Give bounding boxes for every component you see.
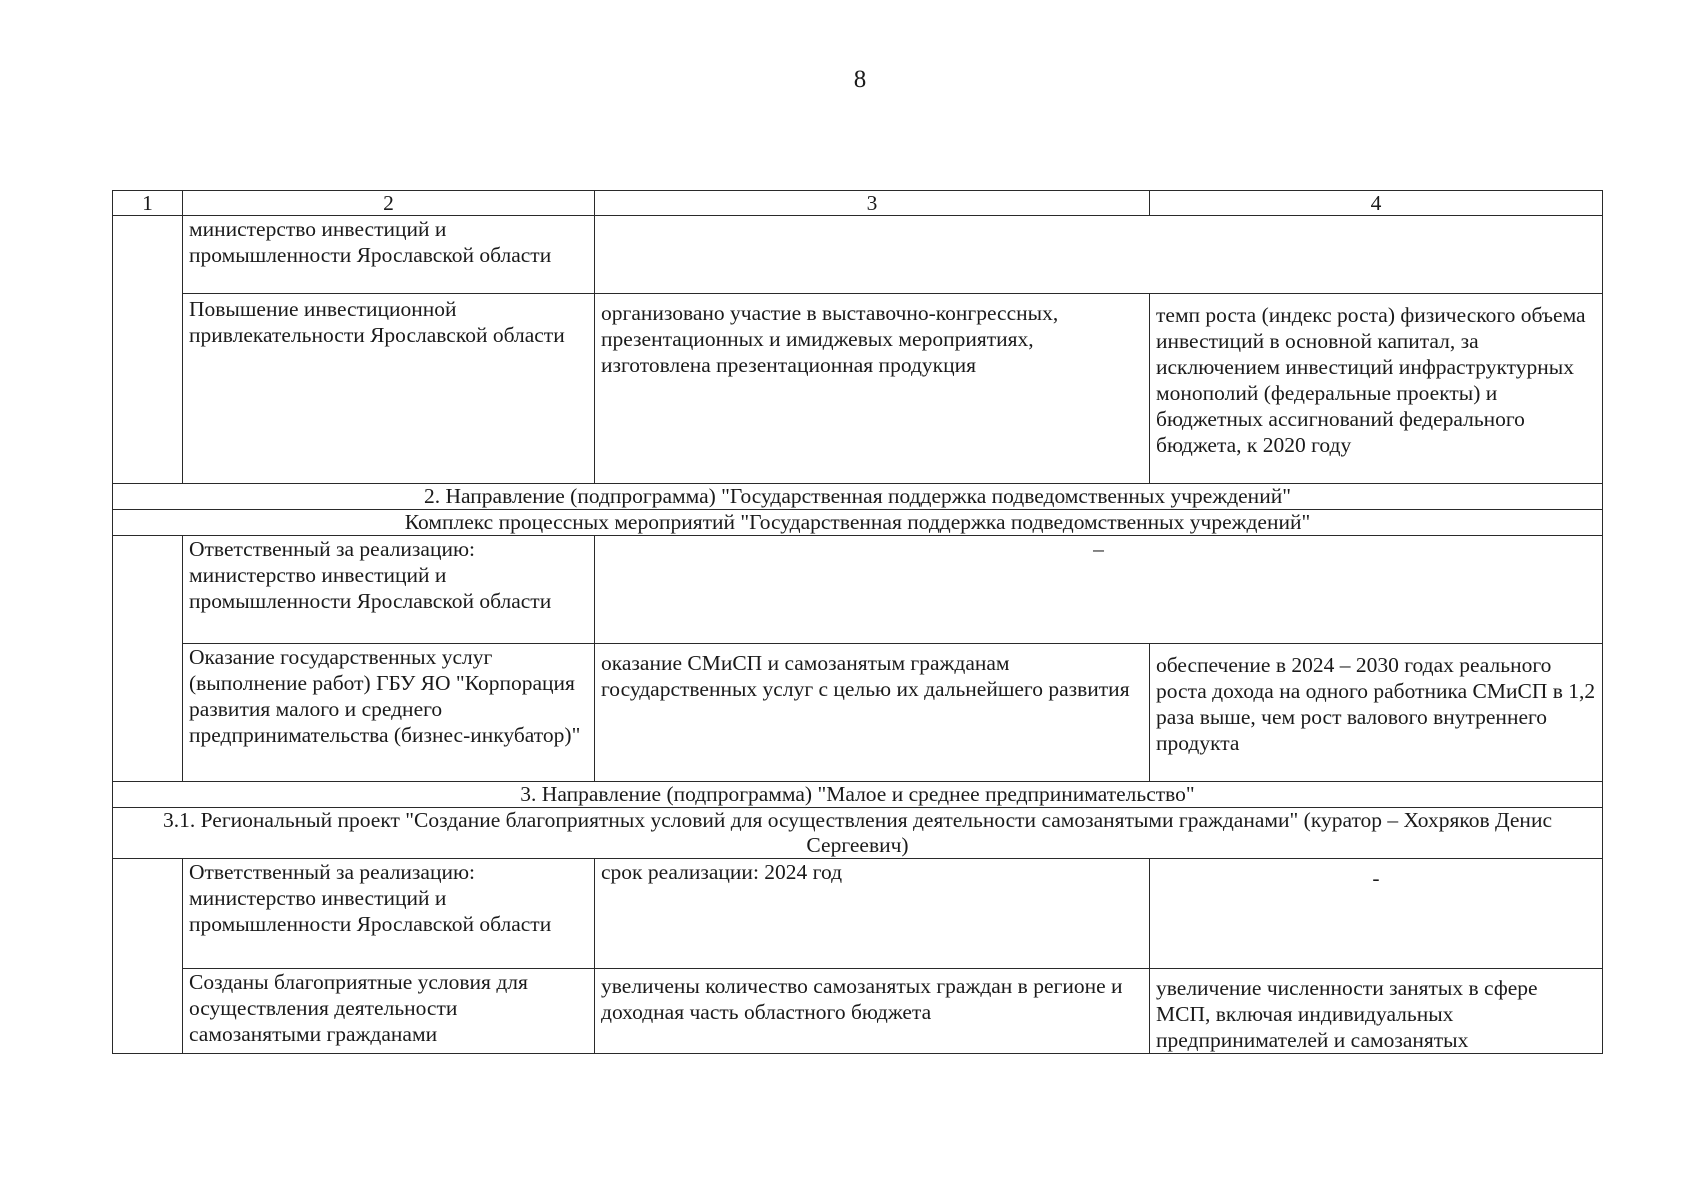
program-table — [112, 190, 1603, 1054]
term-cell: срок реализации: 2024 год — [595, 859, 1150, 969]
section-row — [113, 510, 1603, 536]
empty-cell — [595, 216, 1603, 294]
section-row — [113, 484, 1603, 510]
task-indicator-cell: обеспечение в 2024 – 2030 годах реального роста дохода на одного работника СМиСП в 1,2 раза выше, чем рост валового внутреннего продукта — [1150, 644, 1603, 782]
responsible-cell: министерство инвестиций и промышленности Ярославской области — [183, 216, 595, 294]
table-row — [113, 969, 1603, 1054]
table-row — [113, 216, 1603, 294]
row-number-cell — [113, 859, 183, 1054]
row-number-cell — [113, 536, 183, 782]
responsible-cell: Ответственный за реализацию: министерство инвестиций и промышленности Ярославской области — [183, 859, 595, 969]
task-description-cell: оказание СМиСП и самозанятым гражданам государственных услуг с целью их дальнейшего развития — [595, 644, 1150, 782]
header-row — [113, 191, 1603, 216]
table-row — [113, 644, 1603, 782]
page-number: 8 — [853, 66, 867, 93]
header-col-1: 1 — [113, 191, 183, 216]
complex-title: Комплекс процессных мероприятий "Государственная поддержка подведомственных учреждений" — [113, 510, 1603, 536]
task-indicator-cell: увеличение численности занятых в сфере МСП, включая индивидуальных предпринимателей и самозанятых — [1150, 969, 1603, 1054]
header-col-2: 2 — [183, 191, 595, 216]
table-row — [113, 859, 1603, 969]
result-description-cell: организовано участие в выставочно-конгрессных, презентационных и имиджевых мероприятиях, изготовлена презентационная продукция — [595, 294, 1150, 484]
result-name-cell: Повышение инвестиционной привлекательности Ярославской области — [183, 294, 595, 484]
responsible-cell: Ответственный за реализацию: министерство инвестиций и промышленности Ярославской области — [183, 536, 595, 644]
header-col-4: 4 — [1150, 191, 1603, 216]
result-indicator-cell: темп роста (индекс роста) физического объема инвестиций в основной капитал, за исключением инвестиций инфраструктурных монополий (федеральные проекты) и бюджетных ассигнований федерального бюджета, к 2020 году — [1150, 294, 1603, 484]
task-description-cell: увеличены количество самозанятых граждан в регионе и доходная часть областного бюджета — [595, 969, 1150, 1054]
section-title: 3. Направление (подпрограмма) "Малое и среднее предпринимательство" — [113, 782, 1603, 808]
header-col-3: 3 — [595, 191, 1150, 216]
responsible-note-cell: – — [595, 536, 1603, 644]
row-number-cell — [113, 216, 183, 484]
task-name-cell: Созданы благоприятные условия для осуществления деятельности самозанятыми гражданами — [183, 969, 595, 1054]
section-row — [113, 808, 1603, 859]
table-row — [113, 294, 1603, 484]
section-title: 2. Направление (подпрограмма) "Государственная поддержка подведомственных учреждений" — [113, 484, 1603, 510]
table-row — [113, 536, 1603, 644]
term-indicator-cell: - — [1150, 859, 1603, 969]
section-row — [113, 782, 1603, 808]
project-title: 3.1. Региональный проект "Создание благоприятных условий для осуществления деятельности самозанятыми гражданами" (куратор – Хохряков Денис Сергеевич) — [113, 808, 1603, 859]
task-name-cell: Оказание государственных услуг (выполнение работ) ГБУ ЯО "Корпорация развития малого и среднего предпринимательства (бизнес-инкубатор)" — [183, 644, 595, 782]
